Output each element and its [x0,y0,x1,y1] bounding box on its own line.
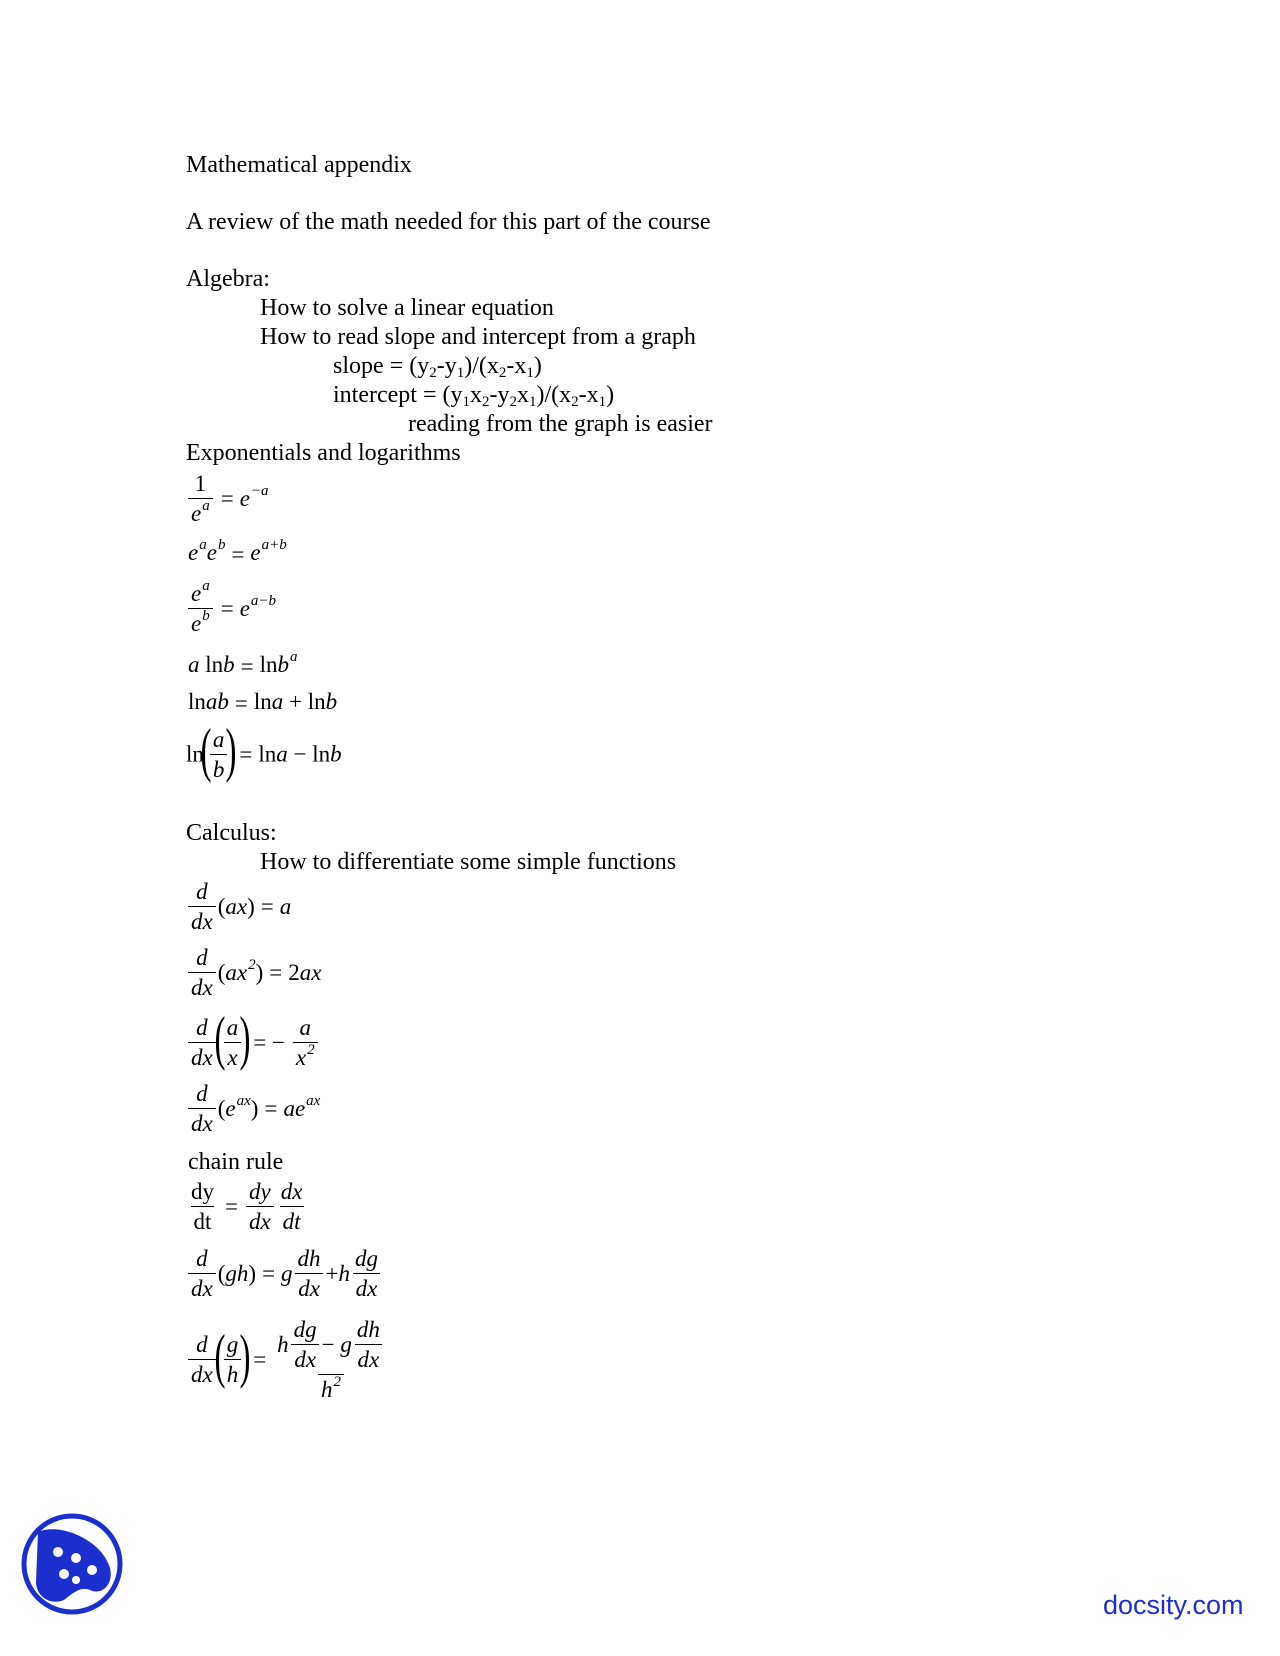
calculus-heading: Calculus: [186,820,277,846]
page-subtitle: A review of the math needed for this part of the course [186,209,711,235]
algebra-item-linear: How to solve a linear equation [260,295,554,321]
equation-exp-quotient: $\frac{e^a}{e^b}$ = $e^{a-b}$ [186,582,276,635]
equation-derivative-exp: $\frac{d}{dx}$ $(e^{ax}) = ae^{ax}$ [186,1082,320,1135]
slope-formula: slope = $(y_2-y_1)/(x_2-x_1)$ [333,353,542,381]
intercept-formula: intercept = $(y_1x_2-y_2x_1)/(x_2-x_1)$ [333,382,615,410]
graph-note: reading from the graph is easier [408,411,713,437]
algebra-item-slope-intercept: How to read slope and intercept from a graph [260,324,696,350]
docsity-brand-link[interactable]: docsity.com [1103,1590,1244,1620]
intercept-label: intercept = [333,382,443,408]
equation-quotient-rule: $\frac{d}{dx}$ ( $\frac{g}{h}$ ) = h $\frac{dg}{dx}$ − g $\frac{dh}{dx}$ $h^2$ [186,1318,390,1401]
equation-log-quotient: ln( $\frac{a}{b}$ ) = lna − lnb [186,717,342,783]
exponentials-heading: Exponentials and logarithms [186,440,461,466]
equation-reciprocal-exp: $\frac{1}{e^a}$ = $e^{-a}$ [186,472,269,525]
equation-derivative-linear: $\frac{d}{dx}$ (ax) = a [186,880,291,933]
algebra-heading: Algebra: [186,266,270,292]
calculus-item: How to differentiate some simple functions [260,849,677,875]
equation-log-power: a lnb = lnb$^a$ [188,649,298,680]
page-title: Mathematical appendix [186,152,412,178]
equation-chain-rule: $\frac{dy}{dt}$ = $\frac{dy}{dx}$ $\frac{dx}{dt}$ [191,1179,303,1234]
docsity-logo-icon[interactable] [20,1512,124,1616]
equation-exp-product: $e^ae^b = e^{a+b}$ [188,537,287,568]
equation-product-rule: $\frac{d}{dx}$ (gh) = g $\frac{dh}{dx}$ +h $\frac{dg}{dx}$ [186,1247,383,1300]
slope-label: slope = [333,353,410,379]
equation-derivative-quadratic: $\frac{d}{dx}$ $(ax^2) = 2ax$ [186,946,321,999]
equation-derivative-reciprocal: $\frac{d}{dx}$ ( $\frac{a}{x}$ ) = − $\frac{a}{x^2}$ [186,1012,320,1072]
equation-log-product: lnab = lna + lnb [188,689,338,717]
chain-rule-label: chain rule [188,1149,284,1175]
